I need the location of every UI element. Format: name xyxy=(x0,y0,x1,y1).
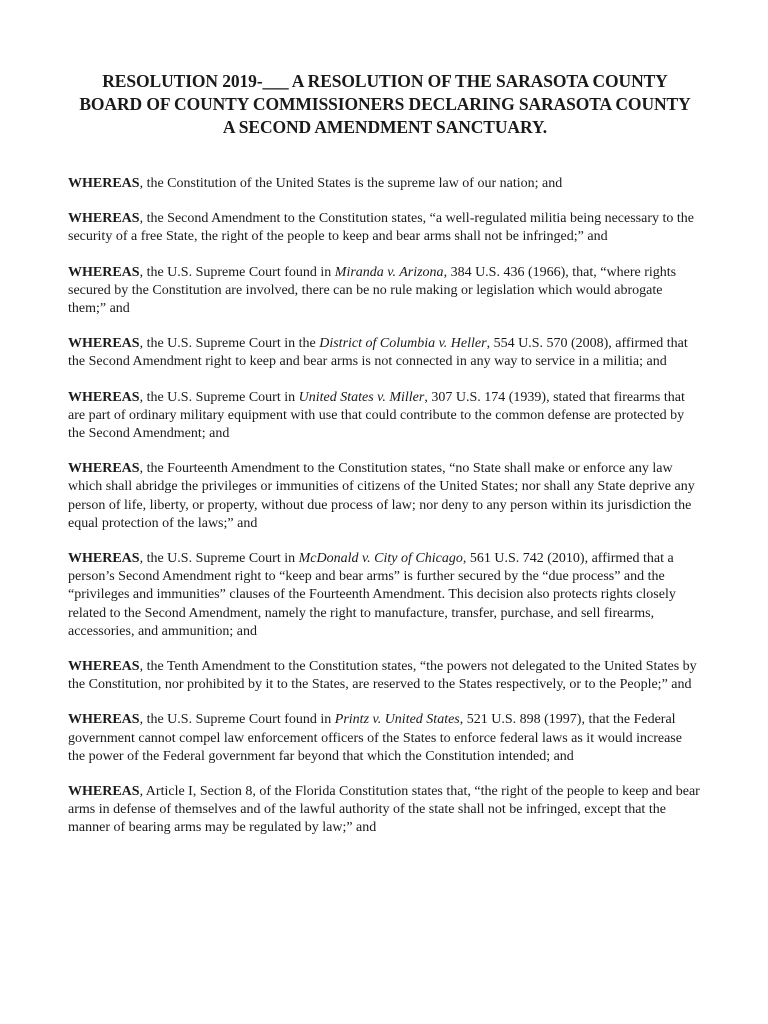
whereas-paragraph xyxy=(68,210,702,246)
clause-text: , the U.S. Supreme Court found in xyxy=(139,264,335,280)
clause-text: , Article I, Section 8, of the Florida Constitution states that, “the right of the people to keep and bear arms in defense of themselves and of the lawful authority of the state shall not be infringed, except that the manner of bearing arms may be regulated by law;” and xyxy=(68,784,700,836)
whereas-lead: WHEREAS xyxy=(68,336,140,352)
title-line-1: RESOLUTION 2019-___ A RESOLUTION OF THE SARASOTA COUNTY xyxy=(102,71,668,91)
clause-text: , the Constitution of the United States is the supreme law of our nation; and xyxy=(139,176,563,191)
clause-text: , 521 U.S. 898 (1997), that the Federal government cannot compel law enforcement officers of the States to enforce federal laws as it would increase the power of the Federal government far beyond that which the Constitution intended; and xyxy=(68,712,682,764)
whereas-lead: WHEREAS xyxy=(68,461,140,477)
whereas-paragraph xyxy=(68,175,702,193)
whereas-paragraph xyxy=(68,460,702,533)
whereas-paragraph xyxy=(68,389,702,444)
whereas-lead: WHEREAS xyxy=(68,389,140,405)
whereas-lead: WHEREAS xyxy=(68,784,140,800)
clause-text: , the U.S. Supreme Court in xyxy=(139,551,299,567)
clause-text: , the Tenth Amendment to the Constitution states, “the powers not delegated to the United States by the Constitution, nor prohibited by it to the States, are reserved to the States respectively, or to the People;” and xyxy=(68,659,697,693)
clause-text: , the U.S. Supreme Court found in xyxy=(139,712,335,728)
title-line-2: BOARD OF COUNTY COMMISSIONERS DECLARING SARASOTA COUNTY xyxy=(79,94,691,114)
case-citation: Miranda v. Arizona xyxy=(334,264,444,280)
whereas-paragraph xyxy=(68,783,702,838)
clause-text: , 307 U.S. 174 (1939), stated that firearms that are part of ordinary military equipment with use that could contribute to the common defense are protected by the Second Amendment; and xyxy=(68,389,685,442)
whereas-clauses xyxy=(68,175,702,838)
clause-text: , the U.S. Supreme Court in the xyxy=(139,336,320,352)
whereas-paragraph xyxy=(68,658,702,694)
resolution-title xyxy=(68,70,702,139)
whereas-paragraph xyxy=(68,550,702,641)
clause-text: , 554 U.S. 570 (2008), affirmed that the Second Amendment right to keep and bear arms is not connected in any way to service in a militia; and xyxy=(68,336,688,370)
whereas-paragraph xyxy=(68,711,702,766)
whereas-paragraph xyxy=(68,264,702,319)
case-citation: Printz v. United States xyxy=(334,712,460,728)
whereas-lead: WHEREAS xyxy=(68,176,140,191)
case-citation: United States v. Miller xyxy=(298,389,425,405)
whereas-lead: WHEREAS xyxy=(68,211,140,227)
clause-text: , the Fourteenth Amendment to the Constitution states, “no State shall make or enforce any law which shall abridge the privileges or immunities of citizens of the United States; nor shall any State deprive any person of life, liberty, or property, without due process of law; nor deny to any person within its jurisdiction the equal protection of the laws;” and xyxy=(68,461,695,531)
whereas-lead: WHEREAS xyxy=(68,551,140,567)
whereas-lead: WHEREAS xyxy=(68,264,140,280)
clause-text: , the U.S. Supreme Court in xyxy=(139,389,299,405)
whereas-lead: WHEREAS xyxy=(68,712,140,728)
title-line-3: A SECOND AMENDMENT SANCTUARY. xyxy=(222,117,548,137)
clause-text: , 561 U.S. 742 (2010), affirmed that a person’s Second Amendment right to “keep and bear arms” is further secured by the “due process” and the “privileges and immunities” clauses of the Fourteenth Amendment. This decision also protects rights closely related to the Second Amendment, namely the right to manufacture, transfer, purchase, and sell firearms, accessories, and ammunition; and xyxy=(68,551,676,639)
case-citation: McDonald v. City of Chicago xyxy=(298,551,463,567)
whereas-paragraph xyxy=(68,335,702,371)
clause-text: , the Second Amendment to the Constitution states, “a well-regulated militia being necessary to the security of a free State, the right of the people to keep and bear arms shall not be infringed;” and xyxy=(68,211,694,245)
clause-text: , 384 U.S. 436 (1966), that, “where rights secured by the Constitution are involved, there can be no rule making or legislation which would abrogate them;” and xyxy=(68,264,677,317)
whereas-lead: WHEREAS xyxy=(68,659,140,675)
case-citation: District of Columbia v. Heller xyxy=(319,336,487,352)
